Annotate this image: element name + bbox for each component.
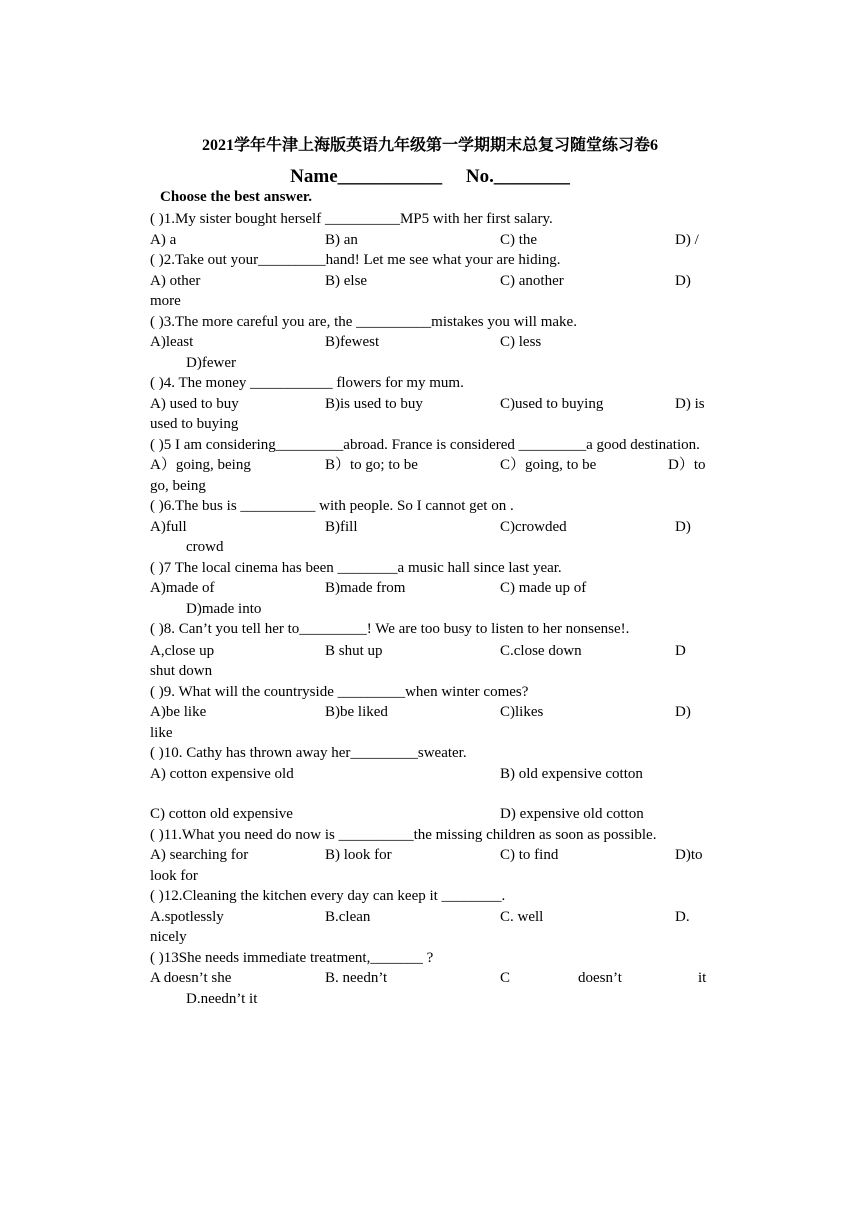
option-b: B) look for xyxy=(325,847,392,863)
option-d: D. xyxy=(675,908,690,925)
option-continuation: nicely xyxy=(150,929,187,945)
option-b: B)fewest xyxy=(325,334,380,350)
option-b: B)be liked xyxy=(325,704,388,720)
option-d: D)to xyxy=(675,847,703,863)
question-stem: ( )10. Cathy has thrown away her_________sweater. xyxy=(150,745,467,761)
question-stem: ( )12.Cleaning the kitchen every day can keep it ________. xyxy=(150,888,506,904)
option-d: D) xyxy=(675,518,691,535)
options-row xyxy=(150,332,710,353)
option-d: D)made into xyxy=(186,600,262,617)
option-c-word: it xyxy=(698,970,707,986)
options-row xyxy=(150,641,710,662)
option-a: A,close up xyxy=(150,642,215,659)
option-b: B.clean xyxy=(325,908,371,925)
option-a: A)full xyxy=(150,518,187,535)
option-continuation: shut down xyxy=(150,663,213,679)
question-list xyxy=(150,209,710,1009)
option-a: A)be like xyxy=(150,704,207,720)
option-c: C. well xyxy=(500,908,544,925)
option-b: B)is used to buy xyxy=(325,395,423,412)
option-c: C)used to buying xyxy=(500,395,604,412)
options-row xyxy=(150,804,710,825)
name-number-line: Name___________ No.________ xyxy=(290,166,570,187)
option-a: A）going, being xyxy=(150,457,251,473)
question-stem: ( )3.The more careful you are, the __________mistakes you will make. xyxy=(150,313,577,330)
question-stem: ( )2.Take out your_________hand! Let me see what your are hiding. xyxy=(150,252,561,268)
option-a: A) cotton expensive old xyxy=(150,765,294,782)
option-b: B）to go; to be xyxy=(325,457,418,473)
option-b: B. needn’t xyxy=(325,970,388,986)
option-c: C）going, to be xyxy=(500,457,597,473)
question-stem: ( )7 The local cinema has been ________a music hall since last year. xyxy=(150,559,562,576)
options-row xyxy=(150,845,710,866)
option-a: A) used to buy xyxy=(150,395,239,412)
question-stem: ( )1.My sister bought herself __________MP5 with her first salary. xyxy=(150,211,553,227)
section-heading: Choose the best answer. xyxy=(160,189,312,205)
question-stem: ( )6.The bus is __________ with people. So I cannot get on . xyxy=(150,498,514,514)
option-d: D xyxy=(675,642,686,659)
options-row xyxy=(150,394,710,415)
option-c: C) made up of xyxy=(500,580,587,596)
option-d: D) / xyxy=(675,231,699,248)
options-row xyxy=(150,764,710,785)
question-stem: ( )8. Can’t you tell her to_________! We are too busy to listen to her nonsense!. xyxy=(150,621,630,637)
options-row xyxy=(150,578,710,599)
option-b: B) else xyxy=(325,272,368,289)
blank-line xyxy=(150,784,710,804)
options-row xyxy=(150,907,710,928)
option-c: C) less xyxy=(500,334,542,350)
option-continuation: go, being xyxy=(150,477,206,494)
option-d: D.needn’t it xyxy=(186,990,258,1007)
option-c: C) the xyxy=(500,231,538,248)
option-b: B) old expensive cotton xyxy=(500,765,643,782)
option-a: A)least xyxy=(150,334,194,350)
option-continuation: crowd xyxy=(186,539,224,555)
option-a: A) a xyxy=(150,231,177,248)
question-stem: ( )13She needs immediate treatment,_______ ? xyxy=(150,949,434,966)
option-a: A)made of xyxy=(150,580,215,596)
option-c: C.close down xyxy=(500,642,582,659)
option-d: D）to xyxy=(668,457,706,473)
options-row xyxy=(150,455,710,476)
option-a: A doesn’t she xyxy=(150,970,232,986)
options-row xyxy=(150,230,710,251)
option-c: C) another xyxy=(500,272,564,289)
option-c: C)crowded xyxy=(500,518,567,535)
option-continuation: like xyxy=(150,724,173,741)
option-b: B shut up xyxy=(325,642,383,659)
option-b: B)made from xyxy=(325,580,406,596)
options-row xyxy=(150,271,710,292)
option-b: B)fill xyxy=(325,518,358,535)
option-a: A) searching for xyxy=(150,847,249,863)
option-c-word: doesn’t xyxy=(578,970,622,986)
option-d: D) xyxy=(675,272,691,289)
option-b: B) an xyxy=(325,231,358,248)
option-d: D) is xyxy=(675,395,705,412)
options-row xyxy=(150,968,710,989)
question-stem: ( )5 I am considering_________abroad. France is considered _________a good destination. xyxy=(150,436,700,453)
option-continuation: look for xyxy=(150,867,198,884)
question-stem: ( )4. The money ___________ flowers for my mum. xyxy=(150,375,464,391)
option-d: D) expensive old cotton xyxy=(500,806,644,822)
option-continuation: more xyxy=(150,293,181,309)
options-row xyxy=(150,702,710,723)
question-stem: ( )9. What will the countryside _________when winter comes? xyxy=(150,683,529,700)
option-c: C xyxy=(500,970,511,986)
option-a: A.spotlessly xyxy=(150,908,224,925)
option-continuation: used to buying xyxy=(150,416,239,432)
page-title: 2021学年牛津上海版英语九年级第一学期期末总复习随堂练习卷6 xyxy=(201,137,658,154)
option-d: D) xyxy=(675,704,691,720)
question-stem: ( )11.What you need do now is __________the missing children as soon as possible. xyxy=(150,826,657,843)
option-a: A) other xyxy=(150,272,201,289)
option-d: D)fewer xyxy=(186,354,236,371)
options-row xyxy=(150,517,710,538)
option-c: C) to find xyxy=(500,847,559,863)
option-c: C) cotton old expensive xyxy=(150,806,293,822)
option-c: C)likes xyxy=(500,704,544,720)
